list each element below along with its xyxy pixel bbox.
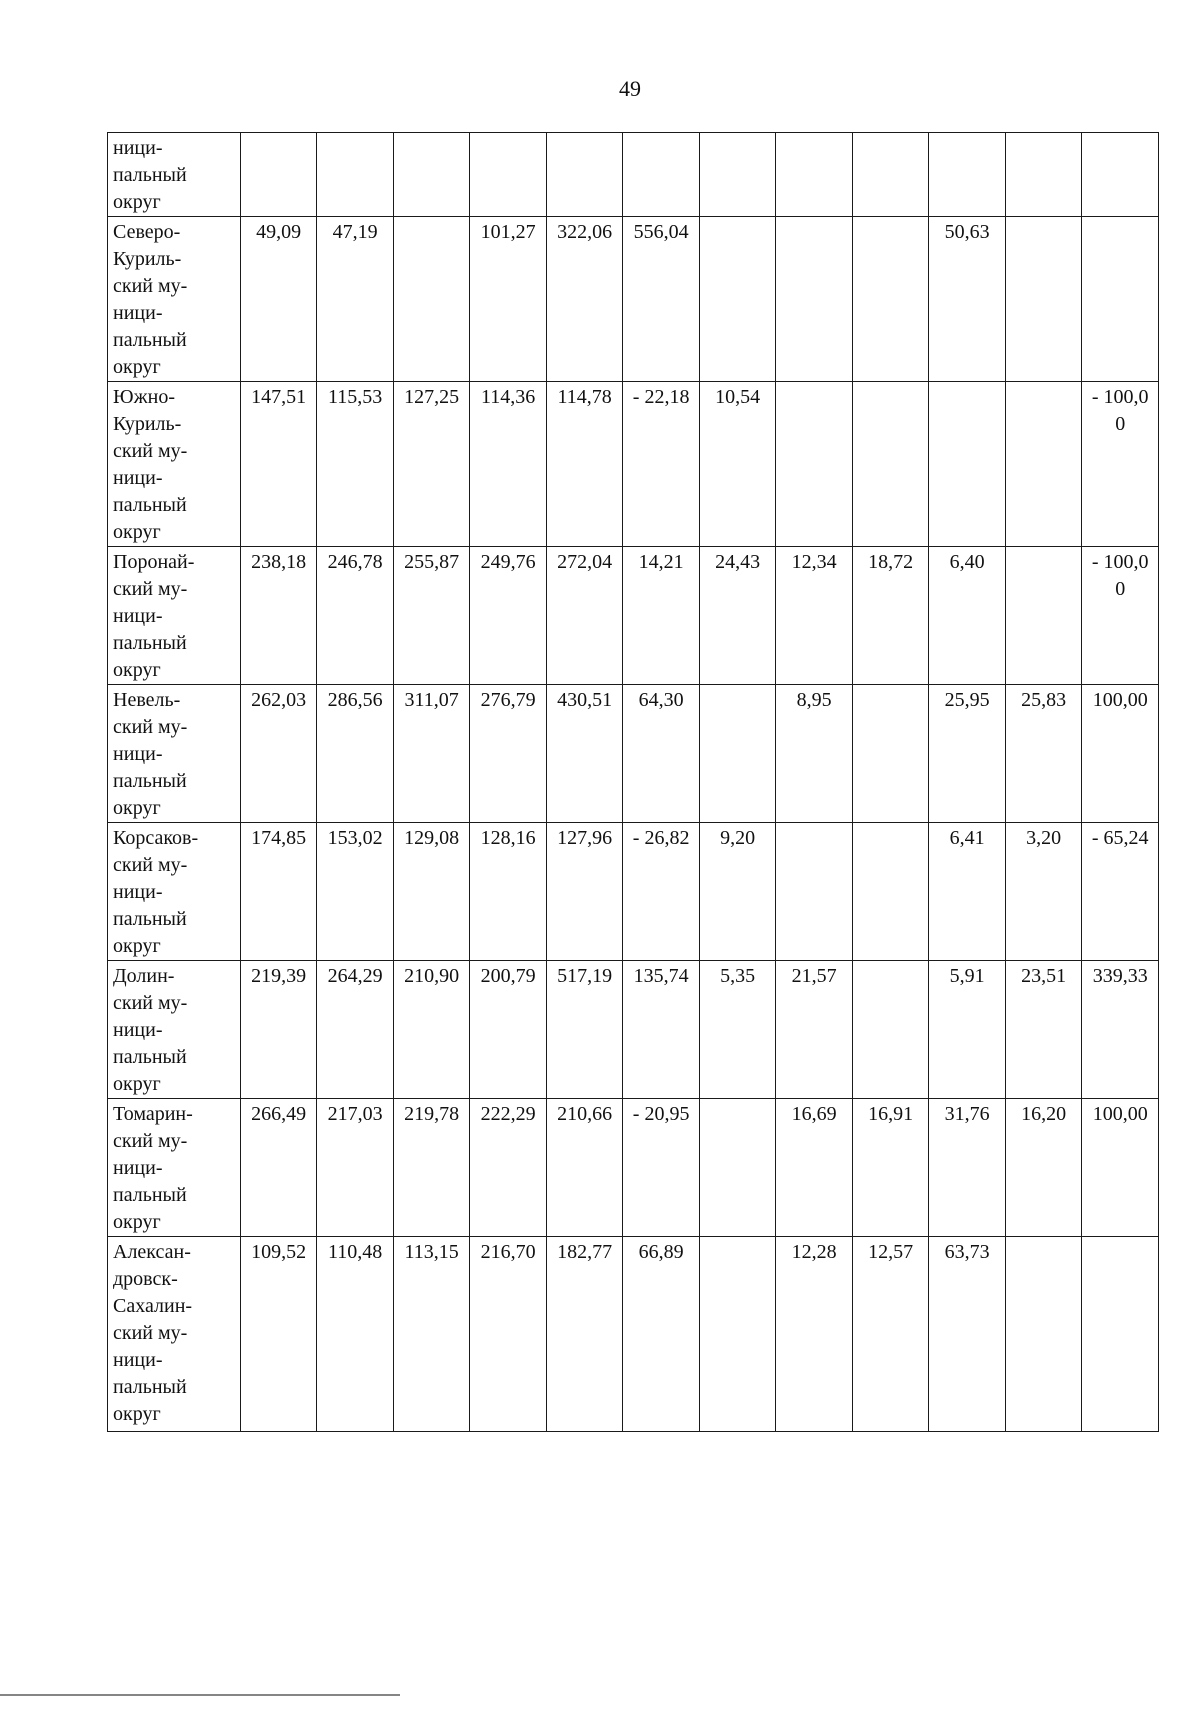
district-name-cell: [108, 823, 241, 961]
district-name-line: округ: [113, 797, 161, 819]
value-cell: 246,78: [317, 547, 394, 685]
value-cell: [699, 1237, 776, 1432]
district-name-cell: [108, 961, 241, 1099]
value-cell: 430,51: [546, 685, 623, 823]
table-row: [108, 685, 1159, 823]
district-name-line: ский му-: [113, 275, 188, 297]
value-cell: 276,79: [470, 685, 547, 823]
value-cell: 100,00: [1082, 685, 1159, 823]
district-name-cell: [108, 382, 241, 547]
district-name-cell: [108, 217, 241, 382]
value-cell: 517,19: [546, 961, 623, 1099]
value-cell: [852, 217, 929, 382]
table-row: [108, 547, 1159, 685]
data-table: [107, 132, 1159, 1432]
value-cell: 114,36: [470, 382, 547, 547]
value-cell: [393, 217, 470, 382]
value-cell: - 20,95: [623, 1099, 700, 1237]
value-cell: 12,28: [776, 1237, 853, 1432]
value-cell: 9,20: [699, 823, 776, 961]
value-cell: 147,51: [240, 382, 317, 547]
value-cell: [699, 685, 776, 823]
district-name-line: пальный: [113, 329, 187, 351]
district-name-line: ници-: [113, 605, 163, 627]
value-cell: 47,19: [317, 217, 394, 382]
value-cell: 100,00: [1082, 1099, 1159, 1237]
value-cell: [1082, 217, 1159, 382]
value-cell: 219,78: [393, 1099, 470, 1237]
district-name-line: дровск-: [113, 1268, 178, 1290]
value-cell: 135,74: [623, 961, 700, 1099]
value-cell: [776, 823, 853, 961]
value-cell: 200,79: [470, 961, 547, 1099]
value-cell: 210,66: [546, 1099, 623, 1237]
value-cell: 3,20: [1005, 823, 1082, 961]
district-name-line: Алексан-: [113, 1241, 191, 1263]
value-cell: 322,06: [546, 217, 623, 382]
district-name-line: ници-: [113, 881, 163, 903]
value-cell: 23,51: [1005, 961, 1082, 1099]
value-cell: [1005, 382, 1082, 547]
value-cell: 129,08: [393, 823, 470, 961]
district-name-line: пальный: [113, 1184, 187, 1206]
value-cell: 12,57: [852, 1237, 929, 1432]
district-name-cell: [108, 685, 241, 823]
value-cell: 114,78: [546, 382, 623, 547]
value-cell: [1082, 133, 1159, 217]
district-name-line: Корсаков-: [113, 827, 199, 849]
district-name-line: пальный: [113, 1046, 187, 1068]
district-name-line: Южно-: [113, 386, 175, 408]
district-name-line: ский му-: [113, 1130, 188, 1152]
value-cell: [776, 133, 853, 217]
table-body: [108, 133, 1159, 1432]
district-name-line: ский му-: [113, 1322, 188, 1344]
table-row: [108, 823, 1159, 961]
value-cell: 5,35: [699, 961, 776, 1099]
table-row: [108, 217, 1159, 382]
value-cell: 110,48: [317, 1237, 394, 1432]
value-cell: - 100,00: [1082, 382, 1159, 547]
value-cell: [852, 133, 929, 217]
value-cell: 21,57: [776, 961, 853, 1099]
value-cell: 66,89: [623, 1237, 700, 1432]
district-name-line: Куриль-: [113, 413, 182, 435]
value-cell: [776, 382, 853, 547]
value-cell: 18,72: [852, 547, 929, 685]
district-name-line: ници-: [113, 137, 163, 159]
value-cell: 31,76: [929, 1099, 1006, 1237]
value-cell: 16,20: [1005, 1099, 1082, 1237]
value-cell: 222,29: [470, 1099, 547, 1237]
value-cell: [776, 217, 853, 382]
district-name-line: округ: [113, 1073, 161, 1095]
value-cell: 6,40: [929, 547, 1006, 685]
district-name-line: ници-: [113, 743, 163, 765]
value-cell: 14,21: [623, 547, 700, 685]
value-cell: [623, 133, 700, 217]
value-cell: 49,09: [240, 217, 317, 382]
value-cell: 5,91: [929, 961, 1006, 1099]
district-name-cell: [108, 1099, 241, 1237]
value-cell: 556,04: [623, 217, 700, 382]
value-cell: [699, 1099, 776, 1237]
district-name-line: округ: [113, 191, 161, 213]
value-cell: [852, 685, 929, 823]
value-cell: [470, 133, 547, 217]
value-cell: 101,27: [470, 217, 547, 382]
district-name-line: ский му-: [113, 440, 188, 462]
value-cell: 10,54: [699, 382, 776, 547]
value-cell: [1005, 217, 1082, 382]
value-cell: [317, 133, 394, 217]
value-cell: 210,90: [393, 961, 470, 1099]
value-cell: - 22,18: [623, 382, 700, 547]
value-cell: 249,76: [470, 547, 547, 685]
value-cell: [393, 133, 470, 217]
value-cell: 339,33: [1082, 961, 1159, 1099]
district-name-line: Томарин-: [113, 1103, 193, 1125]
value-cell: 50,63: [929, 217, 1006, 382]
district-name-line: ский му-: [113, 854, 188, 876]
district-name-line: ский му-: [113, 716, 188, 738]
value-cell: - 100,00: [1082, 547, 1159, 685]
district-name-line: ский му-: [113, 992, 188, 1014]
district-name-line: Куриль-: [113, 248, 182, 270]
value-cell: 311,07: [393, 685, 470, 823]
value-cell: 153,02: [317, 823, 394, 961]
value-cell: [1082, 1237, 1159, 1432]
value-cell: [852, 961, 929, 1099]
district-name-line: Сахалин-: [113, 1295, 193, 1317]
value-cell: 8,95: [776, 685, 853, 823]
value-cell: 6,41: [929, 823, 1006, 961]
value-cell: 16,91: [852, 1099, 929, 1237]
value-cell: 266,49: [240, 1099, 317, 1237]
value-cell: 174,85: [240, 823, 317, 961]
table-row: [108, 1237, 1159, 1432]
value-cell: 238,18: [240, 547, 317, 685]
value-cell: [929, 133, 1006, 217]
value-cell: [852, 382, 929, 547]
page-number: 49: [619, 76, 641, 101]
district-name-line: пальный: [113, 164, 187, 186]
district-name-line: пальный: [113, 632, 187, 654]
value-cell: 217,03: [317, 1099, 394, 1237]
scan-artifact-line: [0, 1694, 400, 1696]
value-cell: 113,15: [393, 1237, 470, 1432]
district-name-line: округ: [113, 1403, 161, 1425]
district-name-line: Долин-: [113, 965, 175, 987]
value-cell: [699, 133, 776, 217]
district-name-line: ници-: [113, 1349, 163, 1371]
value-cell: 128,16: [470, 823, 547, 961]
value-cell: 216,70: [470, 1237, 547, 1432]
value-cell: 25,95: [929, 685, 1006, 823]
district-name-line: ници-: [113, 302, 163, 324]
value-cell: 12,34: [776, 547, 853, 685]
value-cell: [1005, 547, 1082, 685]
value-cell: 25,83: [1005, 685, 1082, 823]
district-name-line: округ: [113, 659, 161, 681]
district-name-line: пальный: [113, 1376, 187, 1398]
value-cell: 272,04: [546, 547, 623, 685]
table-row: [108, 961, 1159, 1099]
district-name-line: пальный: [113, 908, 187, 930]
district-name-line: ници-: [113, 1157, 163, 1179]
value-cell: 255,87: [393, 547, 470, 685]
table-row: [108, 382, 1159, 547]
value-cell: [929, 382, 1006, 547]
table-row: [108, 1099, 1159, 1237]
value-cell: [546, 133, 623, 217]
value-cell: [852, 823, 929, 961]
value-cell: 264,29: [317, 961, 394, 1099]
district-name-line: Невель-: [113, 689, 181, 711]
district-name-line: ници-: [113, 1019, 163, 1041]
value-cell: 127,25: [393, 382, 470, 547]
district-name-line: пальный: [113, 494, 187, 516]
value-cell: 127,96: [546, 823, 623, 961]
district-name-line: пальный: [113, 770, 187, 792]
value-cell: [1005, 1237, 1082, 1432]
value-cell: [240, 133, 317, 217]
table-row: [108, 133, 1159, 217]
value-cell: [699, 217, 776, 382]
district-name-line: Поронай-: [113, 551, 195, 573]
district-name-cell: [108, 133, 241, 217]
value-cell: 24,43: [699, 547, 776, 685]
value-cell: 262,03: [240, 685, 317, 823]
value-cell: 219,39: [240, 961, 317, 1099]
value-cell: - 26,82: [623, 823, 700, 961]
value-cell: 182,77: [546, 1237, 623, 1432]
district-name-line: округ: [113, 935, 161, 957]
value-cell: 286,56: [317, 685, 394, 823]
district-name-line: ский му-: [113, 578, 188, 600]
value-cell: 63,73: [929, 1237, 1006, 1432]
value-cell: 115,53: [317, 382, 394, 547]
district-name-line: округ: [113, 356, 161, 378]
district-name-line: ници-: [113, 467, 163, 489]
value-cell: [1005, 133, 1082, 217]
district-name-cell: [108, 547, 241, 685]
value-cell: 64,30: [623, 685, 700, 823]
value-cell: 109,52: [240, 1237, 317, 1432]
value-cell: 16,69: [776, 1099, 853, 1237]
district-name-line: округ: [113, 1211, 161, 1233]
value-cell: - 65,24: [1082, 823, 1159, 961]
district-name-line: округ: [113, 521, 161, 543]
district-name-cell: [108, 1237, 241, 1432]
district-name-line: Северо-: [113, 221, 181, 243]
